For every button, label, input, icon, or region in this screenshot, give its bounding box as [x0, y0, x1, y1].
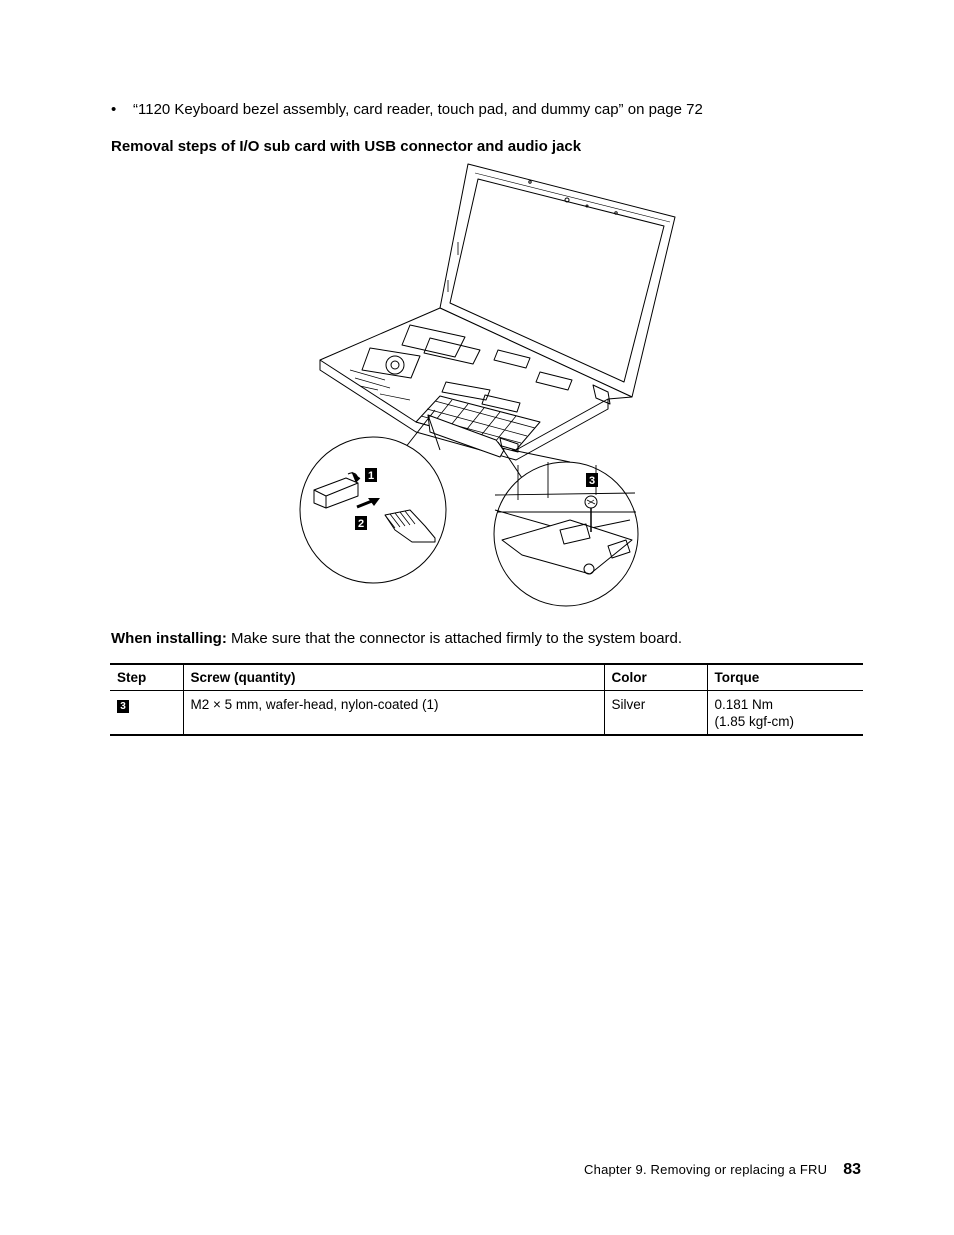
callout-1: 1 — [367, 470, 375, 482]
cell-torque — [707, 691, 863, 736]
torque-kgf: (1.85 kgf-cm) — [714, 714, 795, 729]
page-footer — [584, 1161, 861, 1179]
bullet-symbol: • — [111, 101, 117, 118]
laptop-io-card-illustration — [290, 160, 710, 615]
cell-step — [110, 691, 183, 736]
table-header-row — [110, 664, 863, 691]
step-badge: 3 — [117, 700, 129, 713]
page-number: 83 — [843, 1161, 861, 1178]
cell-color: Silver — [604, 691, 707, 736]
installing-label: When installing: — [111, 630, 227, 647]
header-torque: Torque — [707, 664, 863, 691]
header-step: Step — [110, 664, 183, 691]
table-row — [110, 691, 863, 736]
screw-spec-table — [110, 663, 863, 736]
installing-text: Make sure that the connector is attached firmly to the system board. — [231, 630, 683, 647]
installing-note — [111, 630, 682, 647]
cell-screw: M2 × 5 mm, wafer-head, nylon-coated (1) — [183, 691, 604, 736]
reference-bullet — [111, 101, 703, 118]
chapter-label: Chapter 9. Removing or replacing a FRU — [584, 1162, 828, 1177]
header-screw: Screw (quantity) — [183, 664, 604, 691]
section-heading: Removal steps of I/O sub card with USB connector and audio jack — [111, 138, 582, 155]
bullet-text: “1120 Keyboard bezel assembly, card reader, touch pad, and dummy cap” on page 72 — [133, 101, 703, 118]
callout-3: 3 — [588, 475, 596, 487]
torque-nm: 0.181 Nm — [714, 697, 774, 712]
callout-2: 2 — [357, 518, 365, 530]
header-color: Color — [604, 664, 707, 691]
